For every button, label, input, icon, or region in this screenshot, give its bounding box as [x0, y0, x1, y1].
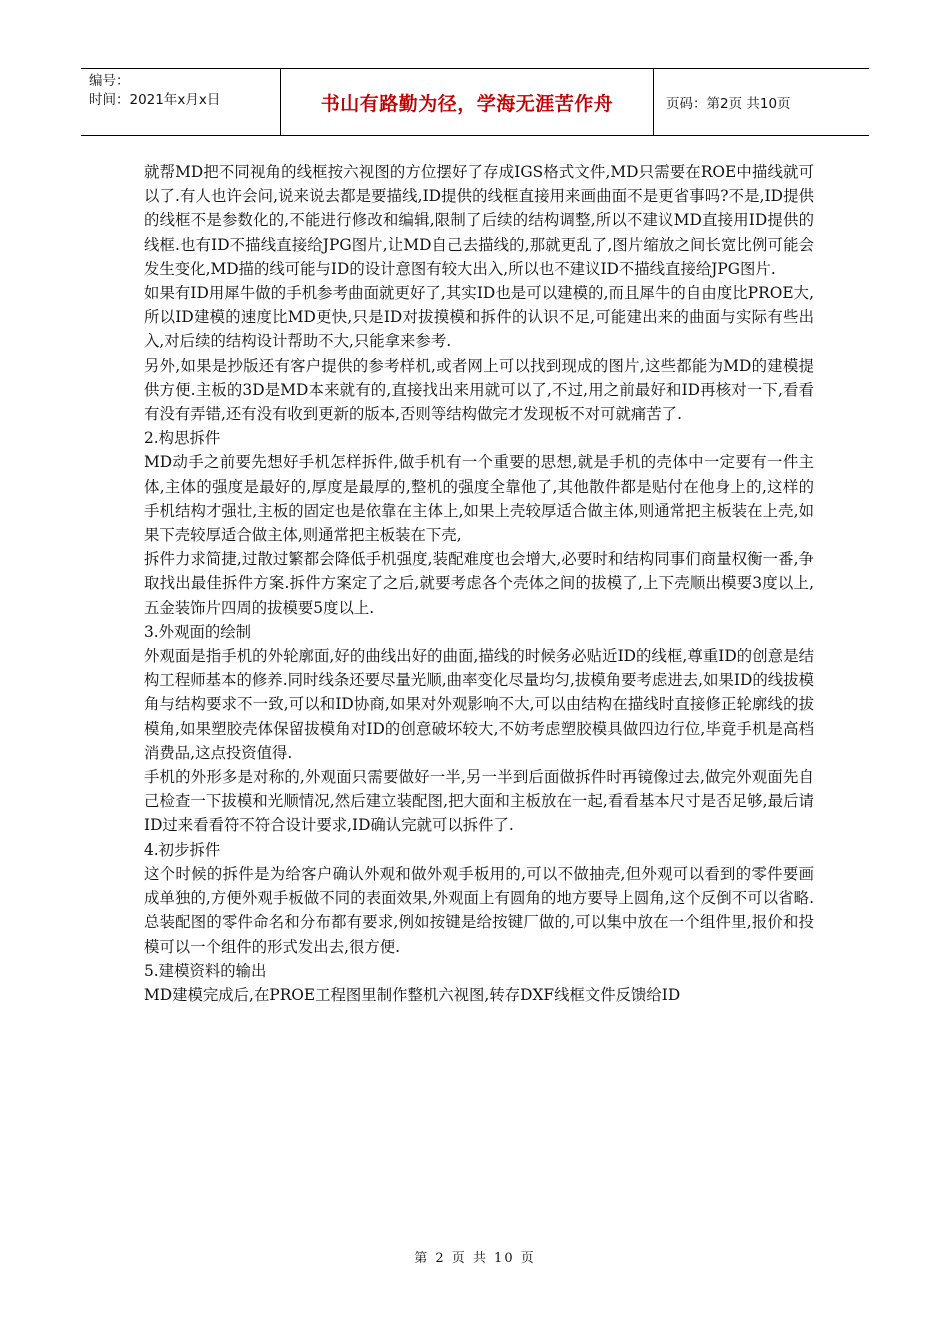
paragraph: 手机的外形多是对称的,外观面只需要做好一半,另一半到后面做拆件时再镜像过去,做完外观面先自己检查一下拔模和光顺情况,然后建立装配图,把大面和主板放在一起,看看基本尺寸是否足够,最后请ID过来看看符不符合设计要求,ID确认完就可以拆件了.: [144, 768, 814, 835]
paragraph: MD动手之前要先想好手机怎样拆件,做手机有一个重要的思想,就是手机的壳体中一定要有一件主体,主体的强度是最好的,厚度是最厚的,整机的强度全靠他了,其他散件都是贴付在他身上的,这样的手机结构才强壮,主板的固定也是依靠在主体上,如果上壳较厚适合做主体,则通常把主板装在上壳,如果下壳较厚适合做主体,则通常把主板装在下壳,: [144, 453, 814, 545]
page-footer: 第 2 页 共 10 页: [414, 1251, 536, 1266]
section-heading: 4.初步拆件: [144, 840, 221, 859]
paragraph: 这个时候的拆件是为给客户确认外观和做外观手板用的,可以不做抽壳,但外观可以看到的零件要画成单独的,方便外观手板做不同的表面效果,外观面上有圆角的地方要导上圆角,这个反倒不可以省略.总装配图的零件命名和分布都有要求,例如按键是给按键厂做的,可以集中放在一个组件里,报价和投模可以一个组件的形式发出去,很方便.: [144, 864, 814, 956]
body-text: [144, 160, 814, 1007]
paragraph: 外观面是指手机的外轮廓面,好的曲线出好的曲面,描线的时候务必贴近ID的线框,尊重ID的创意是结构工程师基本的修养.同时线条还要尽量光顺,曲率变化尽量均匀,拔模角要考虑进去,如果ID的线拔模角与结构要求不一致,可以和ID协商,如果对外观影响不大,可以由结构在描线时直接修正轮廓线的拔模角,如果塑胶壳体保留拔模角对ID的创意破坏较大,不妨考虑塑胶模具做四边行位,毕竟手机是高档消费品,这点投资值得.: [144, 647, 814, 762]
paragraph: 另外,如果是抄版还有客户提供的参考样机,或者网上可以找到现成的图片,这些都能为MD的建模提供方便.主板的3D是MD本来就有的,直接找出来用就可以了,不过,用之前最好和ID再核对一下,看看有没有弄错,还有没有收到更新的版本,否则等结构做完才发现板不对可就痛苦了.: [144, 356, 814, 424]
date-line: 时间：2021年x月x日: [89, 92, 221, 108]
header-page-number: 页码：第2页 共10页: [666, 96, 791, 112]
paragraph: 如果有ID用犀牛做的手机参考曲面就更好了,其实ID也是可以建模的,而且犀牛的自由度比PROE大,所以ID建模的速度比MD更快,只是ID对拔摸模和拆件的认识不足,可能建出来的曲面与实际有些出入,对后续的结构设计帮助不大,只能拿来参考.: [144, 284, 814, 351]
header-meta: [81, 69, 281, 135]
header-motto: 书山有路勤为径，学海无涯苦作舟: [281, 69, 654, 135]
paragraph: 就帮MD把不同视角的线框按六视图的方位摆好了存成IGS格式文件,MD只需要在ROE中描线就可以了.有人也许会问,说来说去都是要描线,ID提供的线框直接用来画曲面不是更省事吗?不是,ID提供的线框不是参数化的,不能进行修改和编辑,限制了后续的结构调整,所以不建议MD直接用ID提供的线框.也有ID不描线直接给JPG图片,让MD自己去描线的,那就更乱了,图片缩放之间长宽比例可能会发生变化,MD描的线可能与ID的设计意图有较大出入,所以也不建议ID不描线直接给JPG图片.: [144, 163, 814, 278]
section-heading: 3.外观面的绘制: [144, 622, 252, 641]
paragraph: 拆件力求简捷,过散过繁都会降低手机强度,装配难度也会增大,必要时和结构同事们商量权衡一番,争取找出最佳拆件方案.拆件方案定了之后,就要考虑各个壳体之间的拔模了,上下壳顺出模要3度以上,五金装饰片四周的拔模要5度以上.: [144, 550, 814, 617]
serial-label: 编号：: [89, 73, 130, 89]
page-header: [81, 68, 869, 136]
section-heading: 5.建模资料的输出: [144, 961, 267, 980]
section-heading: 2.构思拆件: [144, 429, 221, 448]
paragraph: MD建模完成后,在PROE工程图里制作整机六视图,转存DXF线框文件反馈给ID: [144, 985, 681, 1004]
